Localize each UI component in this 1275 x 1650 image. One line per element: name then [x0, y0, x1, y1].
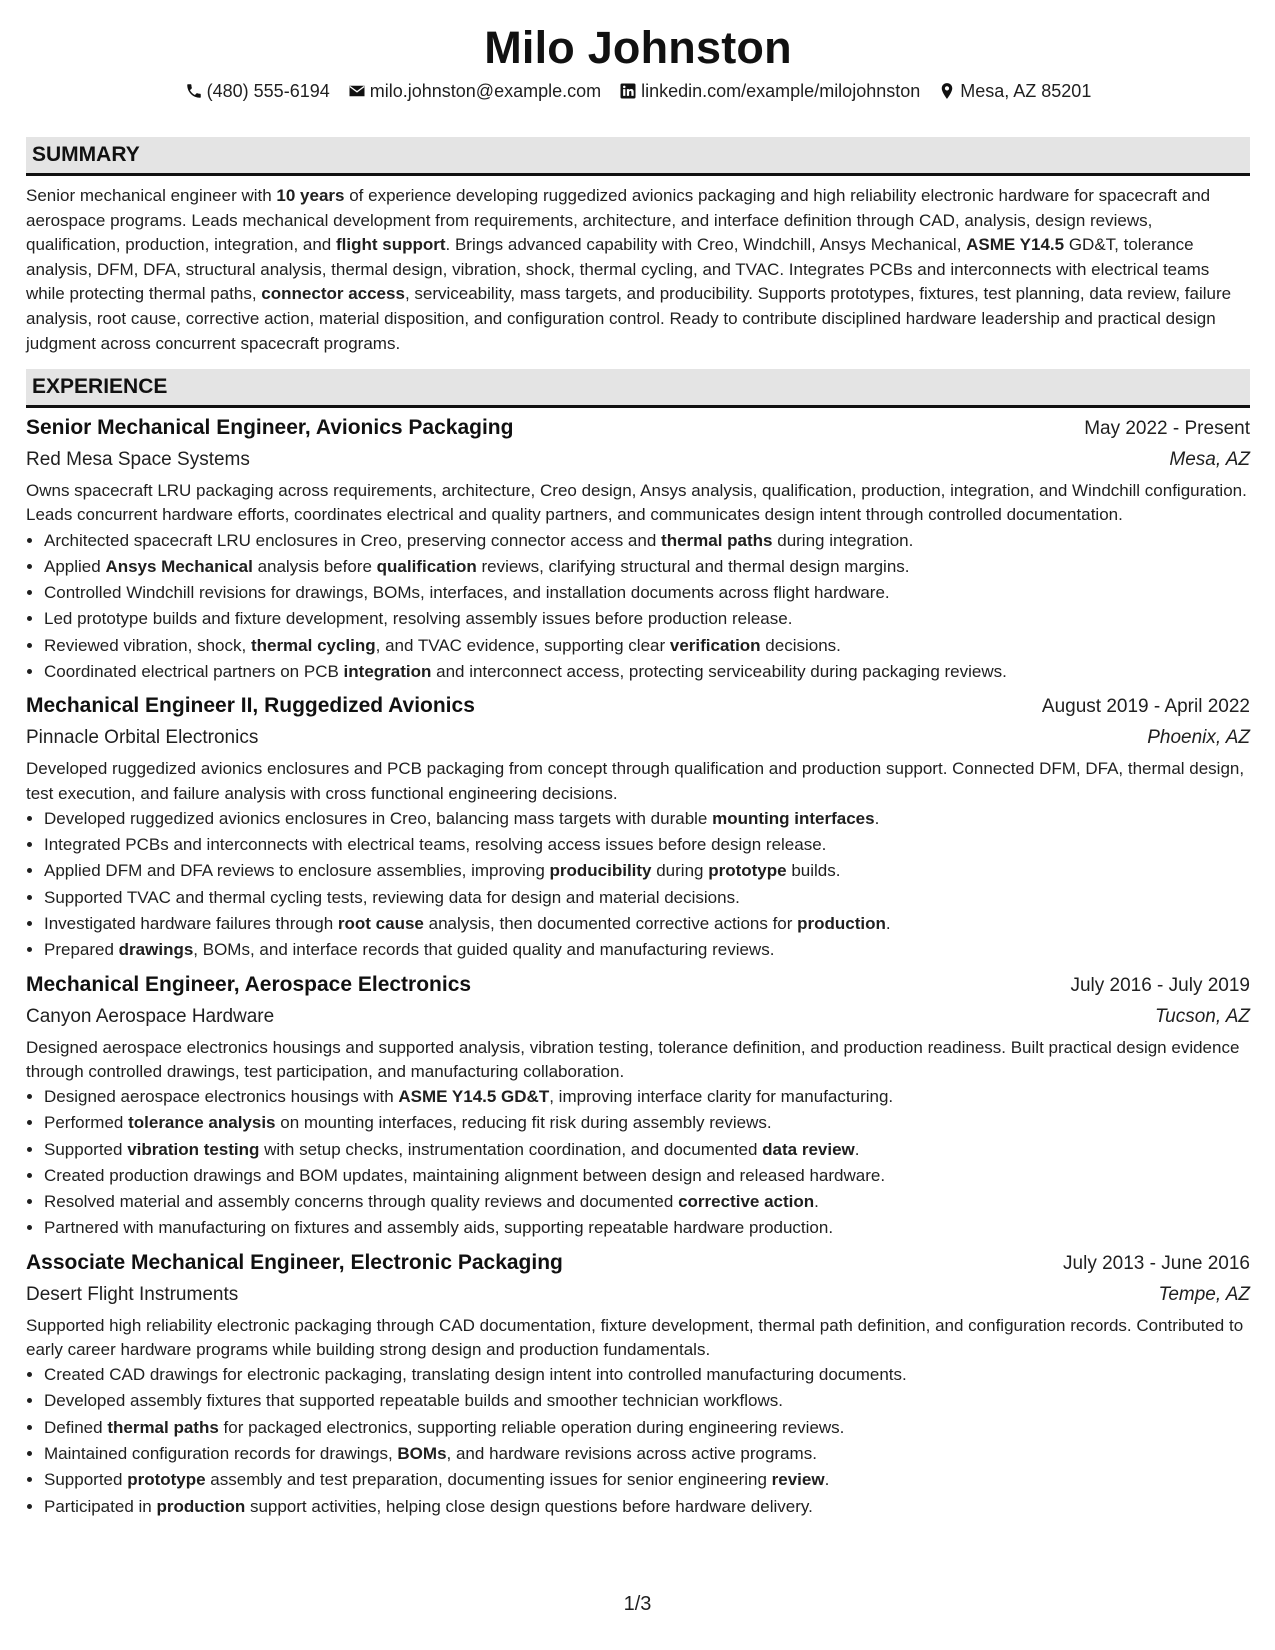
text-segment: , and hardware revisions across active programs.: [446, 1444, 817, 1464]
bold-text: prototype: [127, 1470, 206, 1490]
text-segment: Applied: [44, 556, 106, 576]
text-segment: , serviceability, mass targets, and producibility. Supports prototypes, fixtures, test planning, data review, failure analysis, root cause, corrective action, material disposition, and configuration control. Ready to contribute disciplined hardware leadership and practical design judgment across concurrent spacecraft programs.: [26, 284, 1232, 353]
bold-text: BOMs: [397, 1444, 447, 1464]
text-segment: on mounting interfaces, reducing fit risk during assembly reviews.: [275, 1113, 772, 1133]
bullet-item: [44, 1415, 1250, 1441]
job-description: Supported high reliability electronic packaging through CAD documentation, fixture development, thermal path definition, and configuration records. Contributed to early career hardware programs while building strong design and production fundamentals.: [26, 1315, 1244, 1359]
bullet-item: [44, 1163, 1250, 1189]
bullet-item: [44, 1494, 1250, 1520]
company-name: Pinnacle Orbital Electronics: [26, 727, 259, 749]
bold-text: mounting interfaces: [712, 808, 875, 828]
bold-text: production: [797, 913, 886, 933]
bold-text: review: [771, 1470, 825, 1490]
text-segment: , BOMs, and interface records that guided quality and manufacturing reviews.: [193, 940, 775, 960]
text-segment: during: [651, 861, 709, 881]
bold-text: thermal cycling: [250, 635, 376, 655]
text-segment: assembly and test preparation, documenting issues for senior engineering: [205, 1470, 772, 1490]
bullet-item: [44, 1110, 1250, 1136]
bold-text: verification: [669, 635, 761, 655]
location-text: Mesa, AZ 85201: [960, 81, 1092, 101]
text-segment: for packaged electronics, supporting reliable operation during engineering reviews.: [218, 1417, 845, 1437]
text-segment: Developed ruggedized avionics enclosures in Creo, balancing mass targets with durable: [44, 808, 713, 828]
email-link[interactable]: milo.johnston@example.com: [369, 81, 602, 101]
company-name: Canyon Aerospace Hardware: [26, 1005, 275, 1027]
summary-text: [26, 184, 1250, 356]
job-bullets: [26, 528, 1250, 686]
text-segment: Designed aerospace electronics housings with: [44, 1086, 399, 1106]
job-dates: August 2019 - April 2022: [1041, 696, 1250, 718]
bullet-item: [44, 1362, 1250, 1388]
bullet-item: [44, 1084, 1250, 1110]
job-description: Designed aerospace electronics housings and supported analysis, vibration testing, tolerance definition, and production readiness. Built practical design evidence through controlled drawings, test participation, and manufacturing collaboration.: [26, 1037, 1240, 1081]
company-name: Desert Flight Instruments: [26, 1283, 239, 1305]
bold-text: data review: [762, 1139, 855, 1159]
bold-text: ASME Y14.5 GD&T: [398, 1086, 550, 1106]
text-segment: . Brings advanced capability with Creo, Windchill, Ansys Mechanical,: [445, 235, 967, 255]
bullet-item: [44, 911, 1250, 937]
job-header: [26, 1248, 1250, 1279]
linkedin-icon: [619, 82, 637, 100]
job-location: Mesa, AZ: [1169, 449, 1250, 471]
text-segment: , and TVAC evidence, supporting clear: [375, 635, 670, 655]
contact-phone: [185, 78, 330, 104]
text-segment: Participated in: [44, 1496, 157, 1516]
job-subheader: [26, 722, 1250, 753]
text-segment: Senior mechanical engineer with: [26, 186, 277, 205]
contact-location: [938, 78, 1091, 104]
bold-text: 10 years: [276, 186, 345, 205]
bullet-item: [44, 1137, 1250, 1163]
text-segment: of experience developing ruggedized avionics packaging and high reliability electronic hardware for spacecraft and aerospace programs. Leads mechanical development from requirements, architecture, and interface definition through CAD, analysis, design reviews, qualification, production, integration, and: [26, 186, 1211, 255]
experience-heading: EXPERIENCE: [26, 369, 1250, 408]
job-dates: July 2016 - July 2019: [1070, 974, 1250, 996]
text-segment: Created production drawings and BOM updates, maintaining alignment between design and released hardware.: [44, 1165, 886, 1185]
bold-text: drawings: [118, 940, 194, 960]
contact-email[interactable]: [348, 78, 601, 104]
bullet-item: [44, 1388, 1250, 1414]
linkedin-link[interactable]: linkedin.com/example/milojohnston: [641, 81, 921, 101]
text-segment: Controlled Windchill revisions for drawings, BOMs, interfaces, and installation documents across flight hardware.: [44, 583, 890, 603]
bold-text: producibility: [549, 861, 652, 881]
text-segment: Prepared: [44, 940, 119, 960]
job-title: Senior Mechanical Engineer, Avionics Packaging: [26, 416, 514, 440]
bullet-item: [44, 528, 1250, 554]
text-segment: Created CAD drawings for electronic packaging, translating design intent into controlled manufacturing documents.: [44, 1365, 907, 1385]
job-entry: [26, 691, 1250, 963]
text-segment: Architected spacecraft LRU enclosures in Creo, preserving connector access and: [44, 530, 662, 550]
text-segment: Partnered with manufacturing on fixtures and assembly aids, supporting repeatable hardware production.: [44, 1218, 834, 1238]
map-marker-icon: [938, 82, 956, 100]
job-location: Tempe, AZ: [1158, 1283, 1250, 1305]
bullet-item: [44, 1189, 1250, 1215]
job-bullets: [26, 806, 1250, 964]
envelope-icon: [348, 82, 366, 100]
bullet-item: [44, 1467, 1250, 1493]
text-segment: during integration.: [772, 530, 914, 550]
bullet-item: [44, 937, 1250, 963]
experience-list: [26, 413, 1250, 1520]
job-header: [26, 691, 1250, 722]
bold-text: flight support: [335, 235, 446, 255]
text-segment: Supported: [44, 1470, 128, 1490]
bold-text: Ansys Mechanical: [105, 556, 253, 576]
job-subheader: [26, 1279, 1250, 1310]
job-title: Associate Mechanical Engineer, Electronic Packaging: [26, 1250, 563, 1274]
bold-text: root cause: [337, 913, 424, 933]
resume-page: [26, 0, 1250, 1520]
bold-text: ASME Y14.5: [966, 235, 1065, 255]
bullet-item: [44, 1215, 1250, 1241]
job-subheader: [26, 1001, 1250, 1032]
page-number: 1/3: [623, 1593, 652, 1615]
bold-text: prototype: [708, 861, 787, 881]
contact-bar: [26, 78, 1250, 104]
summary-heading: SUMMARY: [26, 137, 1250, 176]
bold-text: corrective action: [678, 1192, 815, 1212]
job-entry: [26, 1248, 1250, 1520]
text-segment: Developed assembly fixtures that supported repeatable builds and smoother technician workflows.: [44, 1391, 783, 1411]
text-segment: Maintained configuration records for drawings,: [44, 1444, 398, 1464]
text-segment: Resolved material and assembly concerns through quality reviews and documented: [44, 1192, 679, 1212]
text-segment: .: [814, 1192, 819, 1212]
bold-text: connector access: [261, 284, 405, 304]
text-segment: builds.: [786, 861, 841, 881]
bold-text: thermal paths: [661, 530, 773, 550]
job-entry: [26, 413, 1250, 685]
bullet-item: [44, 554, 1250, 580]
phone-icon: [185, 82, 203, 100]
text-segment: .: [824, 1470, 830, 1490]
text-segment: Supported TVAC and thermal cycling tests, reviewing data for design and material decisions.: [44, 887, 740, 907]
company-name: Red Mesa Space Systems: [26, 449, 250, 471]
text-segment: analysis, then documented corrective actions for: [423, 913, 798, 933]
text-segment: GD&T, tolerance analysis, DFM, DFA, structural analysis, thermal design, vibration, shock, thermal cycling, and TVAC. Integrates PCBs and interconnects with electrical teams while protecting thermal paths,: [26, 235, 1210, 304]
phone-text: (480) 555-6194: [206, 81, 330, 101]
text-segment: Integrated PCBs and interconnects with electrical teams, resolving access issues before design release.: [44, 835, 827, 855]
text-segment: , improving interface clarity for manufacturing.: [549, 1086, 894, 1106]
bullet-item: [44, 806, 1250, 832]
job-location: Phoenix, AZ: [1147, 727, 1250, 749]
bullet-item: [44, 606, 1250, 632]
job-bullets: [26, 1362, 1250, 1520]
job-header: [26, 970, 1250, 1001]
text-segment: reviews, clarifying structural and thermal design margins.: [476, 556, 910, 576]
text-segment: Led prototype builds and fixture development, resolving assembly issues before production release.: [44, 609, 793, 629]
bold-text: thermal paths: [107, 1417, 219, 1437]
text-segment: analysis before: [252, 556, 377, 576]
bullet-item: [44, 858, 1250, 884]
job-subheader: [26, 444, 1250, 475]
job-title: Mechanical Engineer, Aerospace Electronics: [26, 972, 472, 996]
job-header: [26, 413, 1250, 444]
text-segment: Supported: [44, 1139, 128, 1159]
bullet-item: [44, 659, 1250, 685]
text-segment: Coordinated electrical partners on PCB: [44, 662, 344, 682]
text-segment: decisions.: [760, 635, 841, 655]
text-segment: .: [885, 913, 891, 933]
bold-text: integration: [343, 662, 432, 682]
text-segment: Applied DFM and DFA reviews to enclosure assemblies, improving: [44, 861, 550, 881]
bold-text: tolerance analysis: [128, 1113, 276, 1133]
bold-text: production: [156, 1496, 246, 1516]
text-segment: support activities, helping close design questions before hardware delivery.: [245, 1496, 813, 1516]
bullet-item: [44, 832, 1250, 858]
bold-text: vibration testing: [127, 1139, 260, 1159]
job-title: Mechanical Engineer II, Ruggedized Avionics: [26, 694, 475, 718]
job-dates: May 2022 - Present: [1084, 418, 1250, 440]
text-segment: and interconnect access, protecting serviceability during packaging reviews.: [431, 662, 1007, 682]
text-segment: Performed: [44, 1113, 129, 1133]
text-segment: Investigated hardware failures through: [44, 913, 338, 933]
bullet-item: [44, 885, 1250, 911]
text-segment: Reviewed vibration, shock,: [44, 635, 251, 655]
job-description: Owns spacecraft LRU packaging across requirements, architecture, Creo design, Ansys analysis, qualification, production, integration, and Windchill configuration. Leads concurrent hardware efforts, coordinates electrical and quality partners, and communicates design intent through controlled documentation.: [26, 481, 1247, 525]
job-dates: July 2013 - June 2016: [1063, 1252, 1250, 1274]
text-segment: .: [874, 808, 880, 828]
contact-linkedin[interactable]: [619, 78, 920, 104]
text-segment: .: [854, 1139, 860, 1159]
candidate-name: Milo Johnston: [484, 22, 792, 73]
job-location: Tucson, AZ: [1154, 1005, 1250, 1027]
bullet-item: [44, 1441, 1250, 1467]
job-description: Developed ruggedized avionics enclosures and PCB packaging from concept through qualification and production support. Connected DFM, DFA, thermal design, test execution, and failure analysis with cross functional engineering decisions.: [26, 759, 1245, 803]
job-entry: [26, 970, 1250, 1242]
job-bullets: [26, 1084, 1250, 1242]
bullet-item: [44, 580, 1250, 606]
text-segment: Defined: [44, 1417, 108, 1437]
bold-text: qualification: [376, 556, 477, 576]
text-segment: with setup checks, instrumentation coordination, and documented: [259, 1139, 763, 1159]
bullet-item: [44, 633, 1250, 659]
